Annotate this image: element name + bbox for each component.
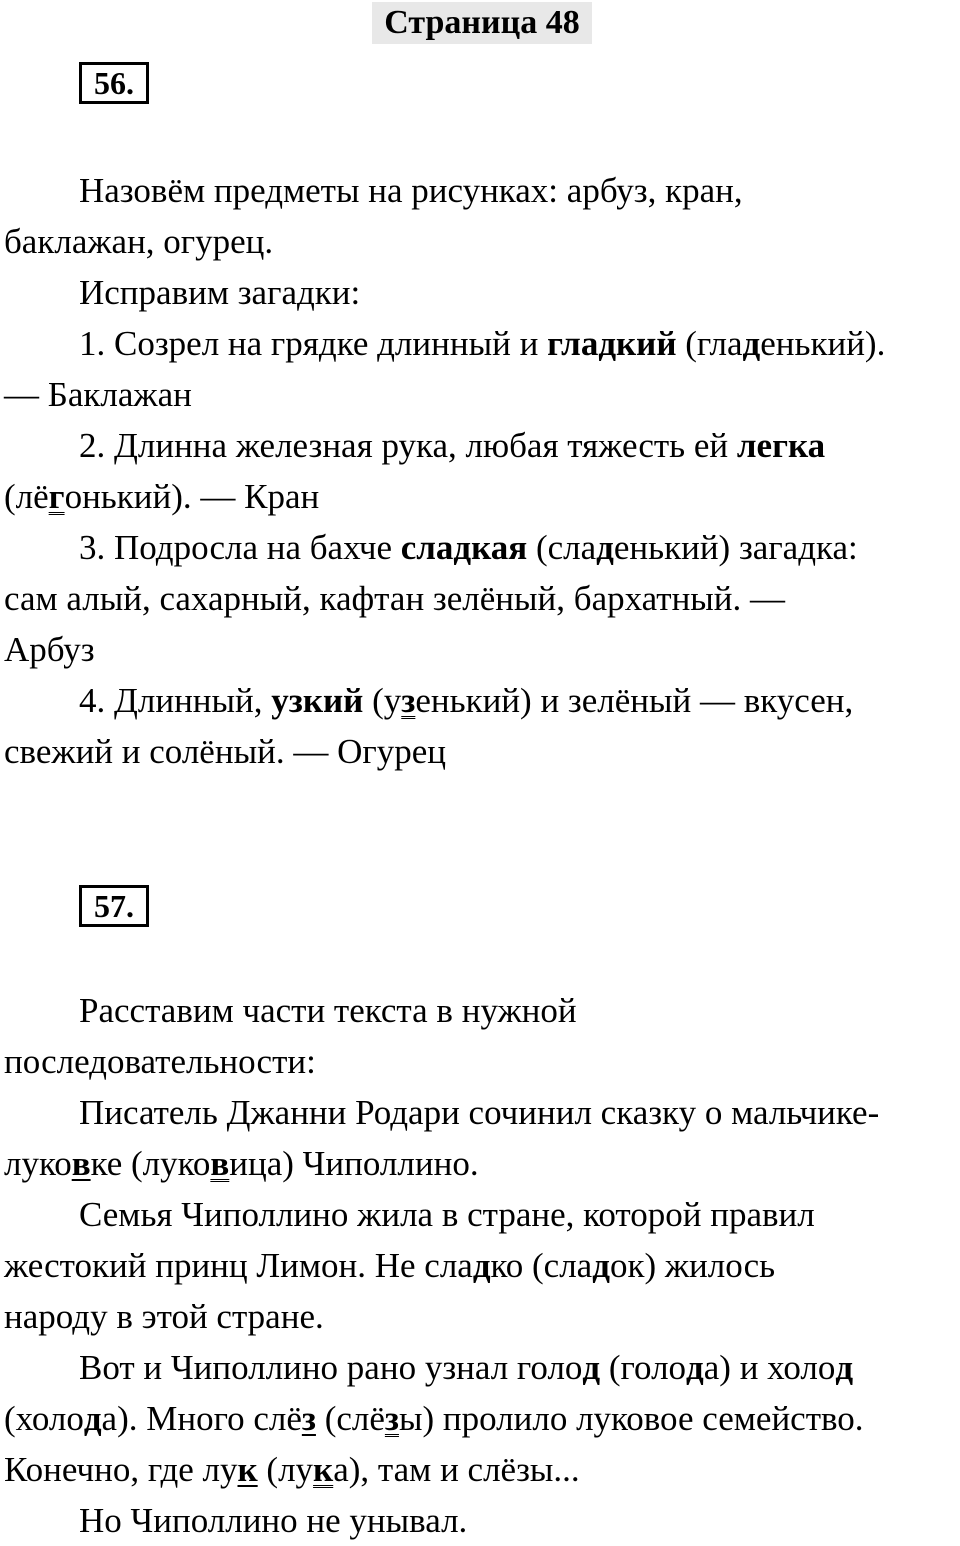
underlined-letter: д xyxy=(742,324,761,363)
story-paragraph-1 xyxy=(4,1087,960,1138)
story-text: а) и холо xyxy=(703,1348,836,1387)
story-text: жестокий принц Лимон. Не сла xyxy=(4,1246,473,1285)
riddle-text: (у xyxy=(363,681,402,720)
task-57-intro-cont xyxy=(4,1036,960,1087)
riddle-answer: — Баклажан xyxy=(4,375,192,414)
story-text: (голо xyxy=(600,1348,687,1387)
story-paragraph-4 xyxy=(4,1495,960,1546)
riddle-text: свежий и солёный. — Огурец xyxy=(4,732,446,771)
riddle-3-cont xyxy=(4,573,960,624)
riddle-text: енький) загадка: xyxy=(613,528,858,567)
riddle-3 xyxy=(4,522,960,573)
story-text: а). Много слё xyxy=(101,1399,302,1438)
task-number-57: 57. xyxy=(79,885,149,927)
riddle-text: енький). xyxy=(760,324,886,363)
story-text: (слё xyxy=(315,1399,385,1438)
underlined-letter: з xyxy=(301,1399,316,1438)
story-text: луко xyxy=(4,1144,72,1183)
riddle-text: (лё xyxy=(4,477,49,516)
story-paragraph-2-cont xyxy=(4,1240,960,1291)
riddle-2 xyxy=(4,420,960,471)
fix-line: Исправим загадки: xyxy=(79,273,361,312)
story-paragraph-2-end xyxy=(4,1291,960,1342)
underlined-letter: д xyxy=(83,1399,102,1438)
riddle-1 xyxy=(4,318,960,369)
riddle-bold-word: узкий xyxy=(271,681,364,720)
story-text: народу в этой стране. xyxy=(4,1297,324,1336)
task-56-text xyxy=(4,165,960,777)
story-text: (лу xyxy=(257,1450,314,1489)
intro-line: Расставим части текста в нужной xyxy=(79,991,577,1030)
riddle-text: (сла xyxy=(527,528,597,567)
story-paragraph-3-end xyxy=(4,1444,960,1495)
riddle-4 xyxy=(4,675,960,726)
task-56-intro xyxy=(4,165,960,216)
intro-line: последовательности: xyxy=(4,1042,316,1081)
riddle-1-answer xyxy=(4,369,960,420)
riddle-bold-word: сладкая xyxy=(400,528,528,567)
riddle-4-cont xyxy=(4,726,960,777)
story-text: Писатель Джанни Родари сочинил сказку о мальчике- xyxy=(79,1093,880,1132)
story-paragraph-2 xyxy=(4,1189,960,1240)
underlined-letter: з xyxy=(384,1399,399,1438)
intro-line: Назовём предметы на рисунках: арбуз, кран, xyxy=(79,171,743,210)
riddle-text: 2. Длинна железная рука, любая тяжесть ей xyxy=(79,426,737,465)
riddle-text: 1. Созрел на грядке длинный и xyxy=(79,324,548,363)
riddle-bold-word: легка xyxy=(736,426,826,465)
story-text: Семья Чиполлино жила в стране, которой правил xyxy=(79,1195,815,1234)
underlined-letter: д xyxy=(686,1348,704,1387)
underlined-letter: в xyxy=(210,1144,230,1183)
story-text: Вот и Чиполлино рано узнал голо xyxy=(79,1348,583,1387)
riddle-text: (гла xyxy=(676,324,743,363)
riddle-text: онький). — Кран xyxy=(64,477,320,516)
riddle-bold-word: гладкий xyxy=(547,324,677,363)
story-text: ы) пролило луковое семейство. xyxy=(398,1399,864,1438)
story-text: ко (сла xyxy=(490,1246,593,1285)
riddle-text: 3. Подросла на бахче xyxy=(79,528,401,567)
story-text: ок) жилось xyxy=(609,1246,776,1285)
underlined-letter: з xyxy=(401,681,416,720)
riddle-text: 4. Длинный, xyxy=(79,681,272,720)
underlined-letter: г xyxy=(48,477,65,516)
task-56-fix xyxy=(4,267,960,318)
task-57-intro xyxy=(4,985,960,1036)
underlined-letter: д xyxy=(472,1246,491,1285)
underlined-letter: в xyxy=(71,1144,91,1183)
task-57-text xyxy=(4,985,960,1546)
riddle-text: сам алый, сахарный, кафтан зелёный, бархатный. — xyxy=(4,579,786,618)
story-text: Конечно, где лу xyxy=(4,1450,238,1489)
riddle-2-cont xyxy=(4,471,960,522)
page-title: Страница 48 xyxy=(372,2,592,44)
story-text: ке (луко xyxy=(90,1144,211,1183)
story-text: (холо xyxy=(4,1399,84,1438)
story-paragraph-3 xyxy=(4,1342,960,1393)
story-text: Но Чиполлино не унывал. xyxy=(79,1501,468,1540)
story-text: а), там и слёзы... xyxy=(333,1450,580,1489)
underlined-letter: д xyxy=(582,1348,601,1387)
story-paragraph-1-cont xyxy=(4,1138,960,1189)
riddle-answer: Арбуз xyxy=(4,630,95,669)
riddle-text: енький) и зелёный — вкусен, xyxy=(415,681,854,720)
intro-line: баклажан, огурец. xyxy=(4,222,274,261)
story-paragraph-3-cont xyxy=(4,1393,960,1444)
story-text: ица) Чиполлино. xyxy=(229,1144,479,1183)
task-number-56: 56. xyxy=(79,62,149,104)
underlined-letter: д xyxy=(596,528,614,567)
task-56-intro-cont xyxy=(4,216,960,267)
underlined-letter: к xyxy=(237,1450,258,1489)
riddle-3-answer xyxy=(4,624,960,675)
underlined-letter: д xyxy=(592,1246,610,1285)
underlined-letter: д xyxy=(835,1348,854,1387)
underlined-letter: к xyxy=(313,1450,334,1489)
